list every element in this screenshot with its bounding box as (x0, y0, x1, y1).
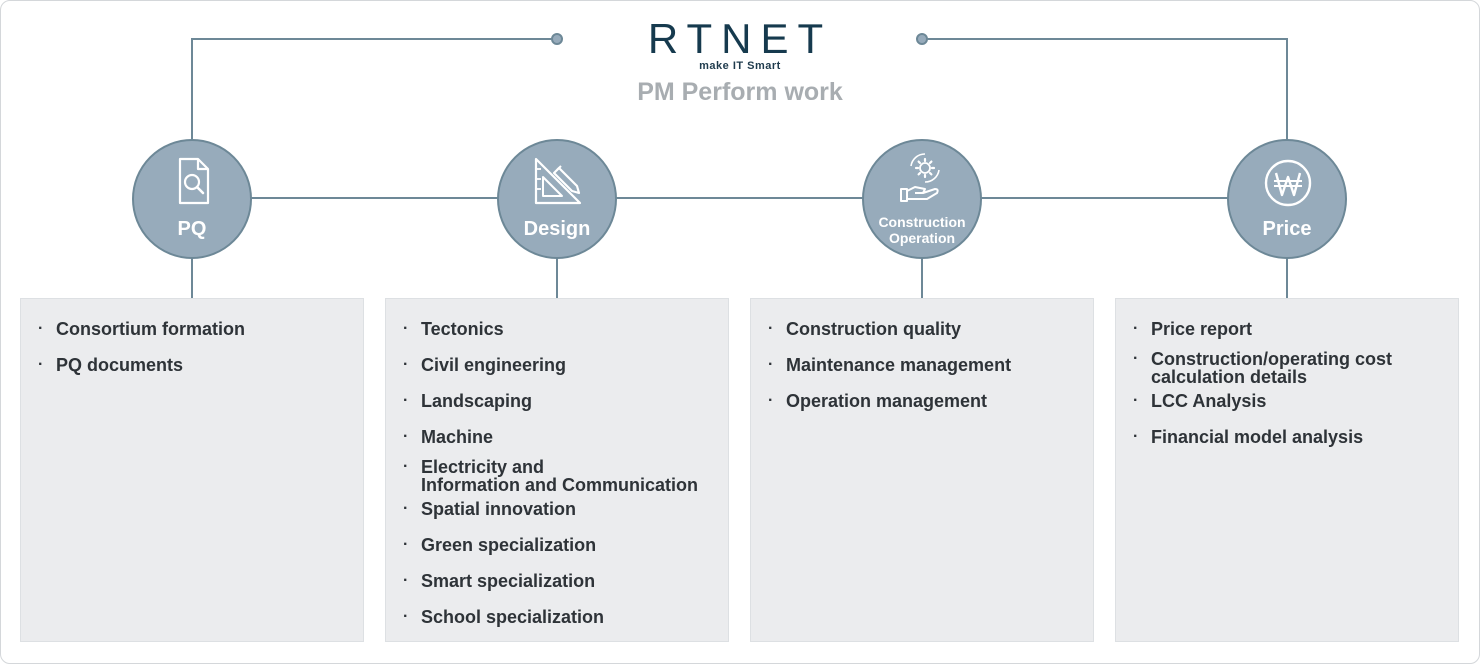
panel-construction-list (751, 318, 1093, 426)
rtnet-logo (600, 16, 880, 72)
list-item (1116, 426, 1458, 462)
panel-pq-list (21, 318, 363, 390)
bullet-icon: · (768, 320, 774, 337)
bullet-icon: · (1133, 428, 1139, 445)
list-item (386, 534, 728, 570)
list-item-line: calculation details (1151, 367, 1308, 387)
logo-wordmark (600, 16, 880, 62)
list-item-line: Construction/operating cost (1151, 349, 1393, 369)
node-design-label: Design (523, 218, 591, 240)
list-item (386, 318, 728, 354)
list-item (751, 354, 1093, 390)
node-price (1227, 139, 1347, 259)
list-item-label: Machine (421, 427, 494, 447)
list-item-label: Landscaping (421, 391, 533, 411)
list-item (386, 354, 728, 390)
bullet-icon: · (403, 572, 409, 589)
list-item-label: PQ documents (56, 355, 184, 375)
panel-pq (20, 298, 364, 642)
list-item (1116, 390, 1458, 426)
top-connector-right-dot (917, 34, 927, 44)
bullet-icon: · (1133, 350, 1139, 367)
list-item-label: Maintenance management (786, 355, 1012, 375)
bullet-icon: · (403, 356, 409, 373)
panel-design (385, 298, 729, 642)
node-design (497, 139, 617, 259)
list-item (386, 390, 728, 426)
panel-construction-operation (750, 298, 1094, 642)
list-item-label: Operation management (786, 391, 988, 411)
list-item-label: Green specialization (421, 535, 597, 555)
page-title: PM Perform work (637, 78, 843, 106)
node-pq-label: PQ (177, 218, 207, 240)
bullet-icon: · (403, 392, 409, 409)
panel-design-list (386, 318, 728, 642)
list-item-label: School specialization (421, 607, 605, 627)
list-item-label: Construction quality (786, 319, 961, 339)
bullet-icon: · (403, 536, 409, 553)
document-search-icon (167, 155, 219, 207)
bullet-icon: · (38, 320, 44, 337)
bullet-icon: · (403, 608, 409, 625)
bullet-icon: · (768, 392, 774, 409)
list-item (751, 318, 1093, 354)
bullet-icon: · (38, 356, 44, 373)
bullet-icon: · (403, 428, 409, 445)
list-item-label: Price report (1151, 319, 1253, 339)
list-item-label: Spatial innovation (421, 499, 577, 519)
bullet-icon: · (403, 320, 409, 337)
list-item (751, 390, 1093, 426)
logo-wordmark-rt: RT (647, 15, 722, 62)
bullet-icon: · (403, 500, 409, 517)
list-item (386, 498, 728, 534)
node-construction-label-line1: Construction (878, 214, 966, 230)
bullet-icon: · (768, 356, 774, 373)
list-item-line: Information and Communication (421, 475, 698, 495)
list-item-label: Financial model analysis (1151, 427, 1364, 447)
bullet-icon: · (1133, 392, 1139, 409)
won-coin-icon (1262, 155, 1314, 207)
ruler-pencil-icon (532, 155, 584, 207)
list-item (21, 354, 363, 390)
list-item-line: Electricity and (421, 457, 545, 477)
top-connector-right (922, 39, 1287, 141)
list-item (21, 318, 363, 354)
list-item-label: Consortium formation (56, 319, 245, 339)
list-item-label: Tectonics (421, 319, 504, 339)
top-connector-left-dot (552, 34, 562, 44)
logo-tagline: make IT Smart (699, 60, 781, 72)
logo-wordmark-net: NET (721, 15, 833, 62)
list-item-label: Civil engineering (421, 355, 567, 375)
node-construction-operation-label (864, 214, 980, 246)
bullet-icon: · (403, 458, 409, 475)
node-construction-label-line2: Operation (888, 230, 956, 246)
list-item (386, 458, 728, 494)
list-item (386, 570, 728, 606)
list-item-label: LCC Analysis (1151, 391, 1267, 411)
panel-price (1115, 298, 1459, 642)
panel-price-list (1116, 318, 1458, 462)
list-item (1116, 350, 1458, 386)
top-connector-left (192, 39, 557, 141)
node-construction-operation (862, 139, 982, 259)
hand-gear-icon (897, 153, 949, 205)
node-price-label: Price (1262, 218, 1312, 240)
node-pq (132, 139, 252, 259)
list-item (386, 606, 728, 642)
list-item-label: Smart specialization (421, 571, 596, 591)
bullet-icon: · (1133, 320, 1139, 337)
